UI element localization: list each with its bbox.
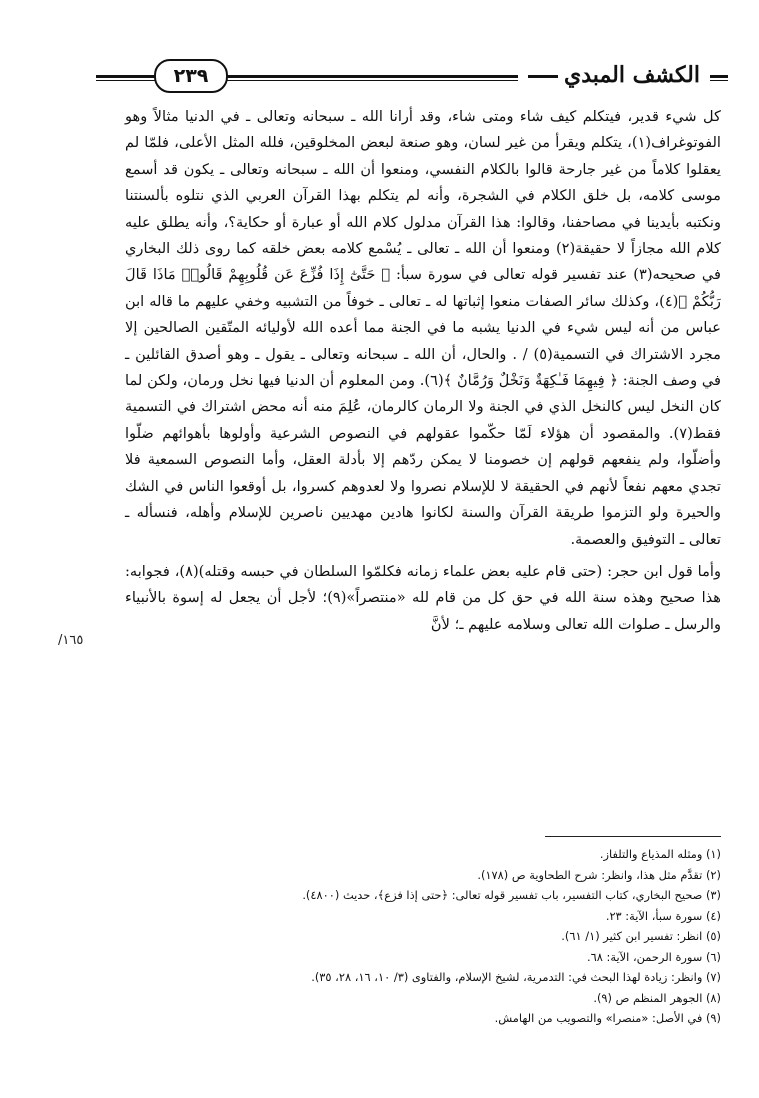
footnote: (٧) وانظر: زيادة لهذا البحث في: التدمرية، لشيخ الإسلام، والفتاوى (٣/ ١٠، ١٦، ٢٨، ٣٥). <box>311 970 721 984</box>
footnotes <box>125 844 721 1029</box>
running-header <box>96 56 728 96</box>
body-text <box>125 104 721 638</box>
footnote: (٦) سورة الرحمن، الآية: ٦٨. <box>587 949 721 964</box>
original-page-marker: ١٦٥/ <box>58 633 84 648</box>
footnote: (٨) الجوهر المنظم ص (٩). <box>593 990 721 1005</box>
footnote: (٥) انظر: تفسير ابن كثير (١/ ٦١). <box>561 929 721 943</box>
book-title: الكشف المبدي <box>518 58 710 92</box>
footnote: (٣) صحيح البخاري، كتاب التفسير، باب تفسير قوله تعالى: ﴿حتى إذا فزع﴾، حديث (٤٨٠٠). <box>302 888 721 902</box>
footnote-separator <box>545 836 721 837</box>
footnote: (٢) تقدَّم مثل هذا، وانظر: شرح الطحاوية ص (١٧٨). <box>477 867 721 882</box>
page-number: ٢٣٩ <box>154 59 228 93</box>
footnote: (٤) سورة سبأ، الآية: ٢٣. <box>605 908 721 923</box>
footnote: (١) ومثله المذياع والتلفاز. <box>599 847 721 861</box>
paragraph: وأما قول ابن حجر: (حتى قام عليه بعض علماء زمانه فكلمّوا السلطان في حبسه وقتله)(٨)، فجوابه: هذا صحيح وهذه سنة الله في حق كل من قام لله «منتصراً»(٩)؛ لأجل أن يجعل له إسوة بالأنبياء والرسل ـ صلوات الله تعالى وسلامه عليهم ـ؛ لأنَّ <box>125 562 721 633</box>
footnote: (٩) في الأصل: «منصرا» والتصويب من الهامش. <box>494 1011 721 1025</box>
paragraph: كل شيء قدير، فيتكلم كيف شاء ومتى شاء، وقد أرانا الله ـ سبحانه وتعالى ـ في الدنيا مثالاً وهو الفوتوغراف(١)، يتكلم ويقرأ من غير لسان، وهو صنعة لبعض المخلوقين، فلله المثل الأعلى، فلمّا لم يعقلوا كلاماً من غير جارحة قالوا بالكلام النفسي، ومنعوا أن الله ـ سبحانه وتعالى ـ يكون قد أسمع موسى كلامه، بل خلق الكلام في الشجرة، وأنه لم يتكلم بهذا القرآن العربي الذي نتلوه بألسنتنا ونكتبه بأيدينا في مصاحفنا، وقالوا: هذا القرآن مدلول كلام الله أو عبارة أو حكاية؟، وأنه يطلق عليه كلام الله مجازاً لا حقيقة(٢) ومنعوا أن الله ـ تعالى ـ يُسْمع كلامه بعض خلقه كما روى ذلك البخاري في صحيحه(٣) عند تفسير قوله تعالى في سورة سبأ: ﴿ حَتَّىٰٓ إِذَا فُزِّعَ عَن قُلُوبِهِمْ قَالُوا۟ مَاذَا قَالَ رَبُّكُمْ ﴾(٤)، وكذلك سائر الصفات منعوا إثباتها له ـ تعالى ـ خوفاً من التشبيه وخفي عليهم ما قاله ابن عباس من أنه ليس شيء في الدنيا يشبه ما في الجنة مما أعده الله لأوليائه المتّقين الصالحين إلا مجرد الاشتراك في التسمية(٥) / . والحال، أن الله ـ سبحانه وتعالى ـ يقول ـ وهو أصدق القائلين ـ في وصف الجنة: ﴿ فِيهِمَا فَـٰكِهَةٌ وَنَخْلٌ وَرُمَّانٌ ﴾(٦). ومن المعلوم أن الدنيا فيها نخل ورمان، ولكن لما كان النخل ليس كالنخل الذي في الجنة ولا الرمان كالرمان، عُلِمَ منه أنه محض اشتراك في التسمية فقط(٧). والمقصود أن هؤلاء لَمّا حكّموا عقولهم في النصوص الشرعية وأولوها بأهوائهم ضلّوا وأضلّوا، ولم ينفعهم قولهم إن خصومنا لا يمكن ردّهم إلا بأدلة العقل، وأما النصوص السمعية فلا تجدي معهم نفعاً لأنهم في الحقيقة لا للإسلام نصروا ولا لعدوهم كسروا، بل أوقعوا الناس في الشك والحيرة ولو التزموا طريقة القرآن والسنة لكانوا هادين مهديين ناصرين للإسلام وأهله، فنسأله ـ تعالى ـ التوفيق والعصمة. <box>125 108 721 548</box>
